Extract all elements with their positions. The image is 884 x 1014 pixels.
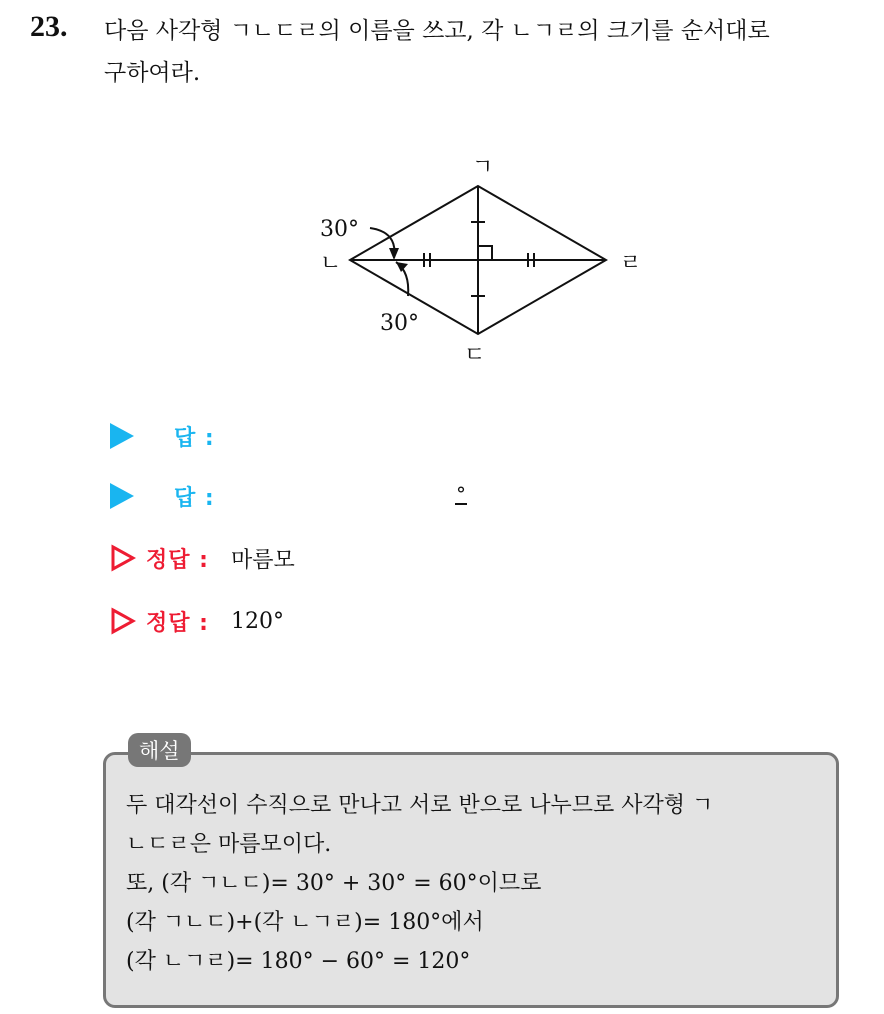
- vertex-label-bottom: ㄷ: [464, 343, 486, 368]
- angle-label-upper: 30°: [320, 217, 359, 242]
- play-arrow-icon: [110, 483, 134, 509]
- correct-answer-2: 120°: [230, 608, 284, 634]
- explanation-tag: 해설: [128, 733, 191, 767]
- question-number: 23.: [30, 10, 68, 43]
- right-angle-mark: [478, 246, 492, 260]
- outline-play-arrow-icon: [110, 607, 136, 635]
- correct-row-1: [110, 540, 295, 576]
- play-arrow-icon: [110, 423, 134, 449]
- explanation-line-4: (각 ㄱㄴㄷ)+(각 ㄴㄱㄹ)= 180°에서: [126, 910, 484, 935]
- degree-answer-blank: °: [456, 482, 466, 506]
- explanation-line-2: ㄴㄷㄹ은 마름모이다.: [126, 832, 332, 857]
- arrow-head-lower: [396, 262, 408, 272]
- angle-label-lower: 30°: [380, 311, 419, 336]
- vertex-label-right: ㄹ: [620, 251, 642, 276]
- correct-answer-1: 마름모: [230, 547, 295, 573]
- answer-row-1: [110, 418, 215, 454]
- correct-label-1: 정답 :: [146, 547, 209, 573]
- outline-play-arrow-icon: [110, 544, 136, 572]
- answer-row-2: [110, 478, 215, 514]
- vertex-label-top: ㄱ: [472, 155, 494, 180]
- arrow-head-upper: [389, 248, 399, 260]
- answer-label-2: 답 :: [174, 485, 215, 511]
- correct-row-2: [110, 603, 284, 639]
- question-text-line-2: 구하여라.: [104, 60, 201, 86]
- explanation-line-3: 또, (각 ㄱㄴㄷ)= 30° + 30° = 60°이므로: [126, 871, 542, 896]
- angle-arc-upper: [370, 228, 395, 258]
- question-text-line-1: 다음 사각형 ㄱㄴㄷㄹ의 이름을 쓰고, 각 ㄴㄱㄹ의 크기를 순서대로: [104, 18, 770, 44]
- vertex-label-left: ㄴ: [320, 251, 342, 276]
- explanation-line-5: (각 ㄴㄱㄹ)= 180° − 60° = 120°: [126, 949, 471, 974]
- rhombus-figure: [300, 150, 660, 370]
- explanation-line-1: 두 대각선이 수직으로 만나고 서로 반으로 나누므로 사각형 ㄱ: [126, 793, 714, 818]
- correct-label-2: 정답 :: [146, 610, 209, 636]
- answer-label-1: 답 :: [174, 425, 215, 451]
